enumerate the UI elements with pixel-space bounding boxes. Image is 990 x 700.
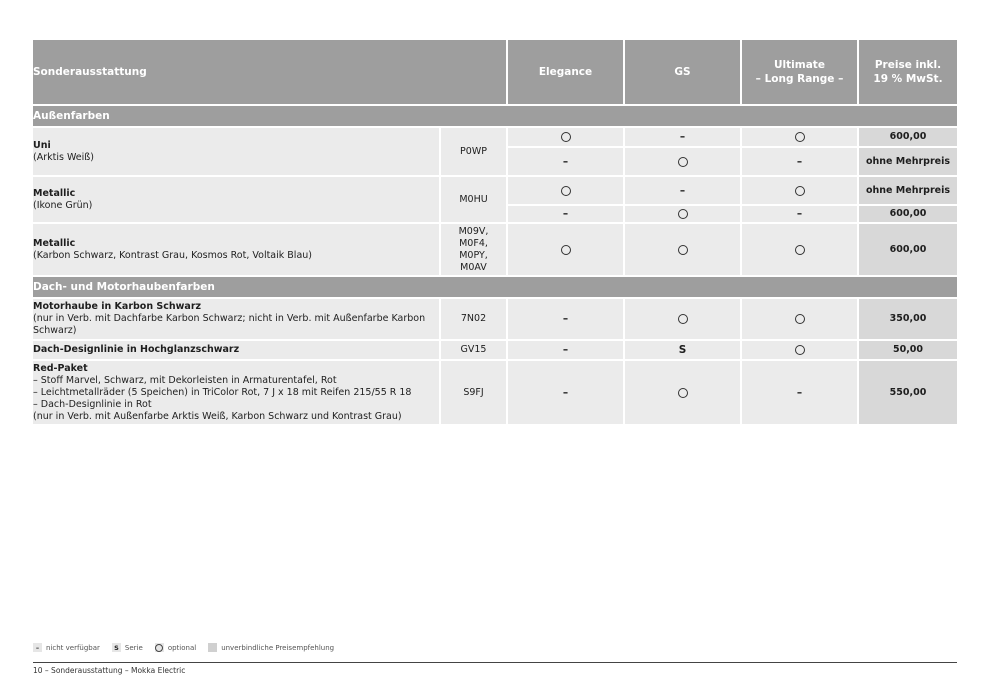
legend-standard-label: Serie (124, 643, 143, 652)
row-redpaket-ultimate: – (740, 361, 857, 426)
row-redpaket-title: Red-Paket (33, 362, 88, 374)
row-redpaket-line2: – Leichtmetallräder (5 Speichen) in TriColor Rot, 7 J x 18 mit Reifen 215/55 R 18 (33, 386, 412, 398)
table-row (33, 341, 957, 361)
gray-square-icon (208, 643, 217, 652)
row-metallic1-a-price: ohne Mehrpreis (857, 177, 957, 206)
table-row (33, 128, 957, 148)
row-metallic1-a-gs: – (623, 177, 740, 206)
row-metallic2-code-3: M0PY, (459, 249, 488, 261)
row-metallic2-desc (33, 224, 439, 277)
row-designline-title: Dach-Designlinie in Hochglanzschwarz (33, 344, 240, 355)
row-metallic2-title: Metallic (33, 237, 76, 249)
row-designline-desc (33, 341, 439, 361)
row-uni-desc (33, 128, 439, 177)
optional-circle-icon (795, 314, 805, 324)
optional-circle-icon (561, 186, 571, 196)
header-price-line1: Preise inkl. (874, 59, 942, 71)
row-redpaket-line4: (nur in Verb. mit Außenfarbe Arktis Weiß, Karbon Schwarz und Kontrast Grau) (33, 410, 402, 422)
row-metallic1-b-price: 600,00 (857, 206, 957, 224)
legend (33, 643, 346, 652)
row-metallic1-title: Metallic (33, 187, 76, 199)
table-row (33, 299, 957, 341)
legend-item-optional (155, 643, 196, 652)
header-ultimate-line1: Ultimate (774, 59, 825, 71)
row-designline-code: GV15 (439, 341, 506, 361)
row-uni-b-gs (623, 148, 740, 177)
optional-circle-icon (678, 314, 688, 324)
row-designline-elegance: – (506, 341, 623, 361)
legend-optional-label: optional (167, 643, 197, 652)
row-designline-gs: S (623, 341, 740, 361)
row-redpaket-desc (33, 361, 439, 426)
row-uni-b-price: ohne Mehrpreis (857, 148, 957, 177)
row-redpaket-price: 550,00 (857, 361, 957, 426)
row-uni-b-ultimate: – (740, 148, 857, 177)
optional-circle-icon (678, 209, 688, 219)
row-designline-ultimate (740, 341, 857, 361)
legend-price-label: unverbindliche Preisempfehlung (221, 643, 335, 652)
header-option: Sonderausstattung (33, 40, 506, 106)
row-metallic1-code: M0HU (439, 177, 506, 224)
row-metallic1-b-ultimate: – (740, 206, 857, 224)
header-ultimate-line2: – Long Range – (755, 73, 844, 85)
row-uni-a-price: 600,00 (857, 128, 957, 148)
row-hood-desc (33, 299, 439, 341)
legend-item-not-available (33, 643, 100, 652)
row-metallic2-code-2: M0F4, (459, 237, 488, 249)
optional-circle-icon (678, 157, 688, 167)
row-metallic1-b-gs (623, 206, 740, 224)
optional-circle-icon (678, 245, 688, 255)
row-uni-a-elegance (506, 128, 623, 148)
row-metallic2-code-1: M09V, (458, 225, 489, 237)
row-uni-a-gs: – (623, 128, 740, 148)
section-exterior (33, 106, 957, 128)
header-ultimate (740, 40, 857, 106)
row-metallic1-a-ultimate (740, 177, 857, 206)
header-price (857, 40, 957, 106)
row-metallic1-a-elegance (506, 177, 623, 206)
row-metallic2-price: 600,00 (857, 224, 957, 277)
legend-not-available-label: nicht verfügbar (46, 643, 100, 652)
optional-circle-icon (678, 388, 688, 398)
row-metallic1-desc (33, 177, 439, 224)
table-row (33, 224, 957, 277)
row-hood-price: 350,00 (857, 299, 957, 341)
row-metallic2-ultimate (740, 224, 857, 277)
optional-circle-icon (561, 132, 571, 142)
row-designline-price: 50,00 (857, 341, 957, 361)
row-hood-ultimate (740, 299, 857, 341)
standard-s-icon: S (112, 643, 121, 652)
row-metallic1-b-elegance: – (506, 206, 623, 224)
section-roof-label: Dach- und Motorhaubenfarben (33, 277, 957, 299)
row-redpaket-code: S9FJ (439, 361, 506, 426)
row-uni-b-elegance: – (506, 148, 623, 177)
row-uni-code: P0WP (439, 128, 506, 177)
header-price-line2: 19 % MwSt. (873, 73, 943, 85)
header-gs: GS (623, 40, 740, 106)
optional-circle-icon (561, 245, 571, 255)
legend-item-standard (112, 643, 143, 652)
row-metallic1-sub: (Ikone Grün) (33, 199, 93, 211)
dash-icon: – (33, 643, 42, 652)
optional-circle-icon (795, 345, 805, 355)
section-exterior-label: Außenfarben (33, 106, 957, 128)
row-uni-a-ultimate (740, 128, 857, 148)
row-redpaket-gs (623, 361, 740, 426)
row-hood-elegance: – (506, 299, 623, 341)
row-redpaket-line1: – Stoff Marvel, Schwarz, mit Dekorleisten in Armaturentafel, Rot (33, 374, 337, 386)
row-hood-gs (623, 299, 740, 341)
optional-circle-icon (795, 186, 805, 196)
optional-circle-icon (795, 132, 805, 142)
section-roof (33, 277, 957, 299)
row-metallic2-elegance (506, 224, 623, 277)
row-hood-title: Motorhaube in Karbon Schwarz (33, 301, 202, 312)
row-redpaket-elegance: – (506, 361, 623, 426)
row-redpaket-line3: – Dach-Designlinie in Rot (33, 398, 152, 410)
page-footer: 10 – Sonderausstattung – Mokka Electric (33, 666, 186, 675)
optional-circle-legend-icon (155, 643, 164, 652)
table-row (33, 361, 957, 426)
row-metallic2-gs (623, 224, 740, 277)
row-metallic2-code-4: M0AV (460, 261, 487, 273)
row-metallic2-code (439, 224, 506, 277)
footer-divider (33, 662, 957, 663)
options-table (33, 40, 957, 426)
row-metallic2-sub: (Karbon Schwarz, Kontrast Grau, Kosmos Rot, Voltaik Blau) (33, 249, 312, 261)
row-hood-code: 7N02 (439, 299, 506, 341)
row-hood-sub: (nur in Verb. mit Dachfarbe Karbon Schwarz; nicht in Verb. mit Außenfarbe Karbon Schwarz) (33, 313, 426, 336)
optional-circle-icon (795, 245, 805, 255)
legend-item-price (208, 643, 334, 652)
row-uni-sub: (Arktis Weiß) (33, 151, 94, 163)
header-row (33, 40, 957, 106)
table-row (33, 177, 957, 206)
row-uni-title: Uni (33, 139, 51, 151)
header-elegance: Elegance (506, 40, 623, 106)
